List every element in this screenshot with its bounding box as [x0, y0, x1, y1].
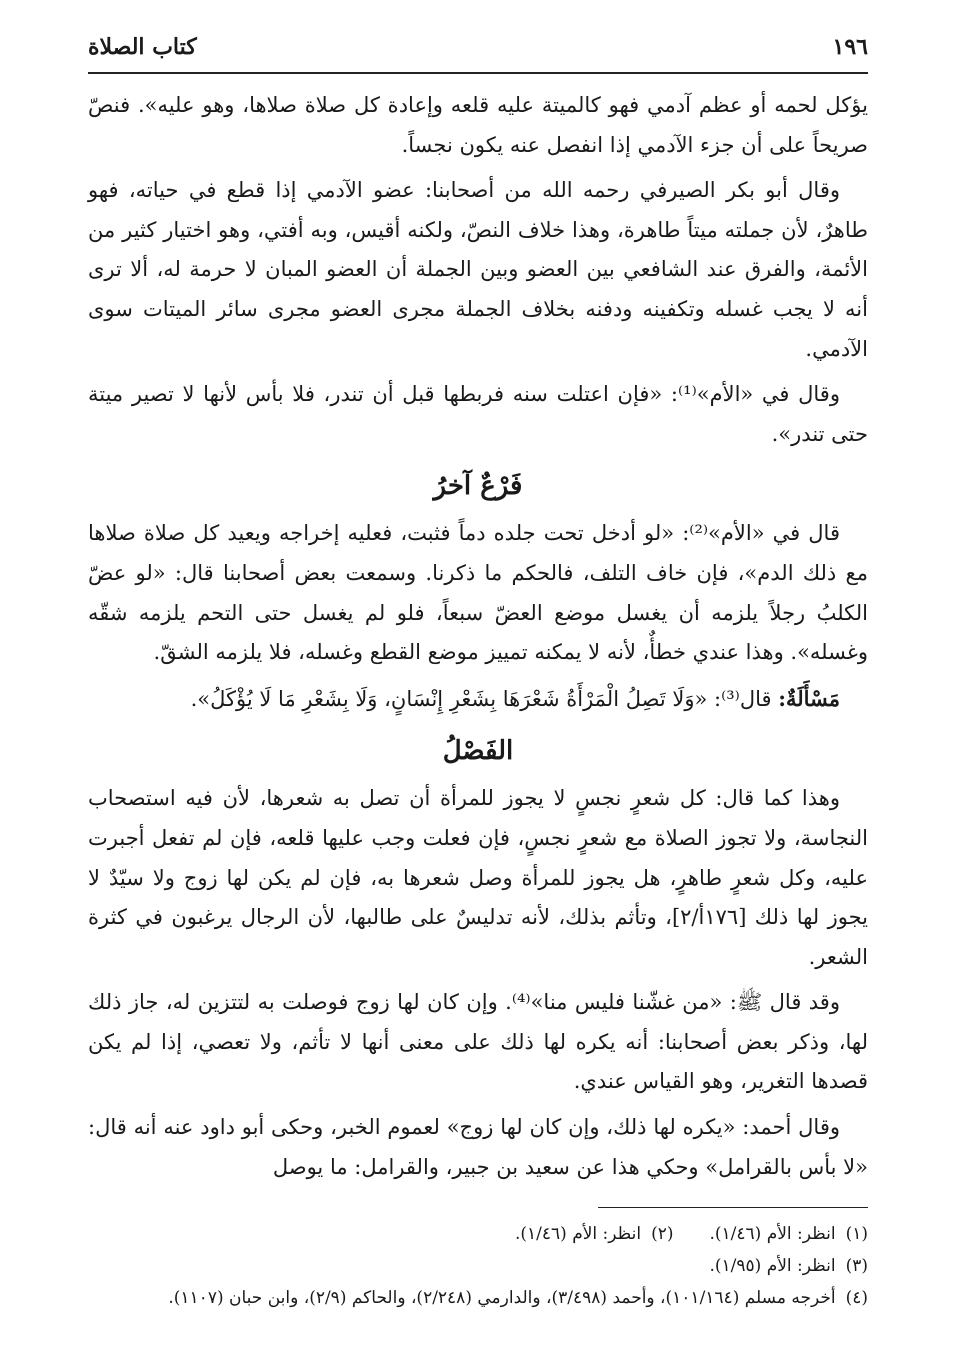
- footnote-divider: [598, 1207, 868, 1208]
- footnote-text: انظر: الأم (١/٤٦).: [709, 1224, 836, 1245]
- footnote-number: (٢): [651, 1224, 674, 1245]
- footnote-text: انظر: الأم (١/٩٥).: [709, 1256, 836, 1277]
- footnote-text: أخرجه مسلم (١٠١/١٦٤)، وأحمد (٣/٤٩٨)، والدارمي (٢/٢٤٨)، والحاكم (٢/٩)، وابن حبان (١١٠٧).: [168, 1288, 836, 1309]
- paragraph-ahmad-opinion: وقال أحمد: «يكره لها ذلك، وإن كان لها زوج» لعموم الخبر، وحكى أبو داود عنه أنه قال: «لا بأس بالقرامل» وحكي هذا عن سعيد بن جبير، والقرامل: ما يوصل: [88, 1115, 868, 1179]
- main-text: [88, 86, 868, 1187]
- page-number: ١٩٦: [832, 34, 868, 60]
- document-page: [88, 28, 868, 1314]
- paragraph-sayrafi: وقال أبو بكر الصيرفي رحمه الله من أصحابنا: عضو الآدمي إذا قطع في حياته، فهو طاهرٌ، لأن جملته ميتاً طاهرة، وهذا خلاف النصّ، ولكنه أقيس، وبه أفتي، وهو اختيار كثير من الأئمة، والفرق عند الشافعي بين العضو وبين الجملة أن العضو المبان لا حرمة له، ألا ترى أنه لا يجب غسله وتكفينه ودفنه بخلاف الجملة مجرى العضو مجرى سائر الميتات سوى الآدمي.: [88, 178, 868, 361]
- masala-statement: [88, 679, 868, 720]
- paragraph-hadith-deceit: وقد قال ﷺ: «من غشّنا فليس منا»⁽⁴⁾. وإن كان لها زوج فوصلت به لتتزين له، جاز ذلك لها، وذكر بعض أصحابنا: أنه يكره لها ذلك على معنى أنها لا تأثم، ولا تعصي، إذا لم يكن قصدها التغرير، وهو القياس عندي.: [88, 990, 868, 1094]
- paragraph-hair-extension: وهذا كما قال: كل شعرٍ نجسٍ لا يجوز للمرأة أن تصل به شعرها، لأن فيه استصحاب النجاسة، ولا تجوز الصلاة مع شعرٍ نجسٍ، فإن فعلت وجب عليها قلعه، فإن لم تفعل أجبرت عليه، وكل شعرٍ طاهرٍ، هل يجوز للمرأة وصل شعرها به، فإن لم يكن لها زوج ولا سيّدٌ لا يجوز لها ذلك [١٧٦أ/٢]، وتأثم بذلك، لأنه تدليسٌ على طالبها، لأن الرجال يرغبون في كثرة الشعر.: [88, 786, 868, 969]
- running-title: كتاب الصلاة: [88, 34, 207, 60]
- footnote-3: [88, 1250, 868, 1282]
- footnote-1: [710, 1218, 869, 1250]
- paragraph-blood-under-skin: قال في «الأم»⁽²⁾: «لو أدخل تحت جلده دماً فثبت، فعليه إخراجه ويعيد كل صلاة صلاها مع ذلك الدم»، فإن خاف التلف، فالحكم ما ذكرنا. وسمعت بعض أصحابنا قال: «لو عضّ الكلبُ رجلاً يلزمه أن يغسل موضع العضّ سبعاً، فلو لم يغسل حتى التحم يلزمه شقّه وغسله». وهذا عندي خطأٌ، لأنه لا يمكنه تمييز موضع القطع وغسله، فلا يلزمه الشقّ.: [88, 521, 868, 665]
- page-header: [88, 28, 868, 74]
- footnote-number: (٣): [845, 1256, 868, 1277]
- paragraph-continuation: يؤكل لحمه أو عظم آدمي فهو كالميتة عليه قلعه وإعادة كل صلاة صلاها، وهو عليه». فنصّ صريحاً على أن جزء الآدمي إذا انفصل عنه يكون نجساً.: [88, 93, 868, 157]
- footnote-row-1-2: [88, 1218, 868, 1250]
- section-heading-another-branch: فَرْعٌ آخرُ: [433, 471, 523, 502]
- footnote-4: [88, 1282, 868, 1314]
- footnote-2: [515, 1218, 674, 1250]
- paragraph-umm-tooth: وقال في «الأم»⁽¹⁾: «فإن اعتلت سنه فربطها قبل أن تندر، فلا بأس لأنها لا تصير ميتة حتى تندر».: [88, 382, 868, 446]
- footnote-number: (١): [845, 1224, 868, 1245]
- masala-label: مَسْأَلَةٌ:: [778, 685, 840, 711]
- footnotes: [88, 1207, 868, 1314]
- masala-text: قال⁽³⁾: «وَلَا تَصِلُ الْمَرْأَةُ شَعْرَهَا بِشَعْرِ إِنْسَانٍ، وَلَا بِشَعْرِ مَا لَا يُؤْكَلُ».: [190, 686, 772, 711]
- footnote-text: انظر: الأم (١/٤٦).: [515, 1224, 642, 1245]
- section-heading-chapter: الفَصْلُ: [442, 736, 514, 767]
- footnote-number: (٤): [845, 1288, 868, 1309]
